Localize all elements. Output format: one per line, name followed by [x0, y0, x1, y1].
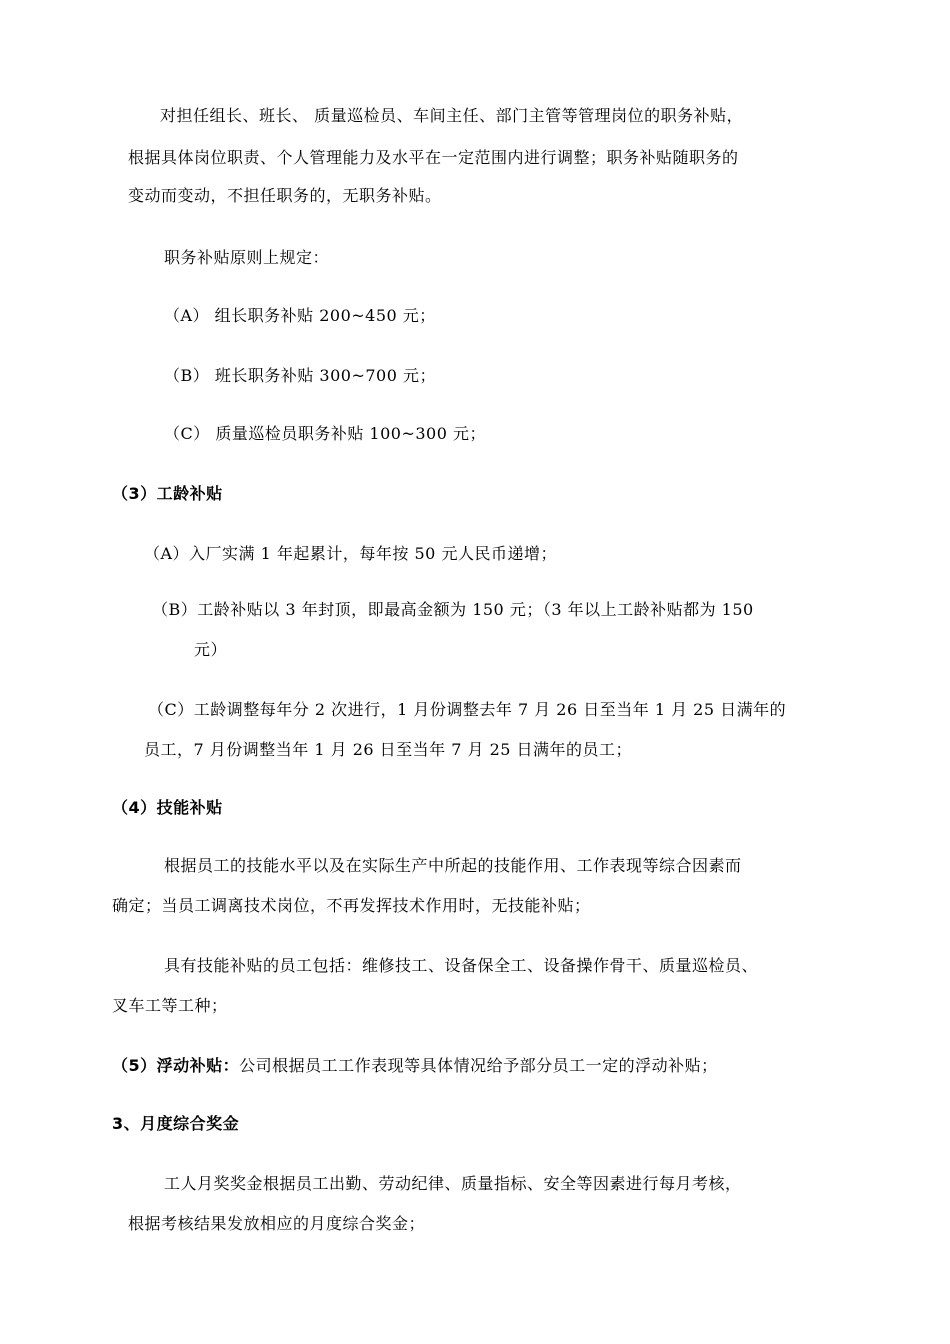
paragraph-line: 工人月奖奖金根据员工出勤、劳动纪律、质量指标、安全等因素进行每月考核， — [164, 1174, 742, 1193]
paragraph-line: 根据员工的技能水平以及在实际生产中所起的技能作用、工作表现等综合因素而 — [164, 856, 742, 875]
list-item: （A） 组长职务补贴 200~450 元； — [164, 306, 436, 325]
paragraph-line: 职务补贴原则上规定： — [164, 248, 330, 267]
list-item: （C）工龄调整每年分 2 次进行，1 月份调整去年 7 月 26 日至当年 1 月 25 日满年的 — [148, 700, 787, 719]
list-item: （A）入厂实满 1 年起累计，每年按 50 元人民币递增； — [144, 544, 557, 563]
paragraph-line: 变动而变动，不担任职务的，无职务补贴。 — [128, 186, 442, 205]
list-item: 元） — [194, 640, 228, 659]
paragraph-line: 叉车工等工种； — [112, 996, 228, 1015]
paragraph-text: 公司根据员工工作表现等具体情况给予部分员工一定的浮动补贴； — [239, 1056, 718, 1075]
paragraph-line: 具有技能补贴的员工包括：维修技工、设备保全工、设备操作骨干、质量巡检员、 — [164, 956, 759, 975]
section-heading: （5）浮动补贴： — [112, 1056, 240, 1075]
paragraph-line: 确定；当员工调离技术岗位，不再发挥技术作用时，无技能补贴； — [112, 896, 591, 915]
paragraph-line: 根据考核结果发放相应的月度综合奖金； — [128, 1214, 426, 1233]
list-item: （C） 质量巡检员职务补贴 100~300 元； — [164, 424, 486, 443]
list-item: 员工，7 月份调整当年 1 月 26 日至当年 7 月 25 日满年的员工； — [144, 740, 633, 759]
paragraph-line: 根据具体岗位职责、个人管理能力及水平在一定范围内进行调整；职务补贴随职务的 — [128, 148, 739, 167]
paragraph-line: 对担任组长、班长、 质量巡检员、车间主任、部门主管等管理岗位的职务补贴， — [160, 106, 744, 125]
section-heading: 3、月度综合奖金 — [112, 1114, 240, 1133]
section5-line — [112, 1056, 718, 1076]
section-heading: （3）工龄补贴 — [112, 484, 223, 503]
list-item: （B） 班长职务补贴 300~700 元； — [164, 366, 437, 385]
section-heading: （4）技能补贴 — [112, 798, 223, 817]
list-item: （B）工龄补贴以 3 年封顶，即最高金额为 150 元；（3 年以上工龄补贴都为 150 — [152, 600, 754, 619]
